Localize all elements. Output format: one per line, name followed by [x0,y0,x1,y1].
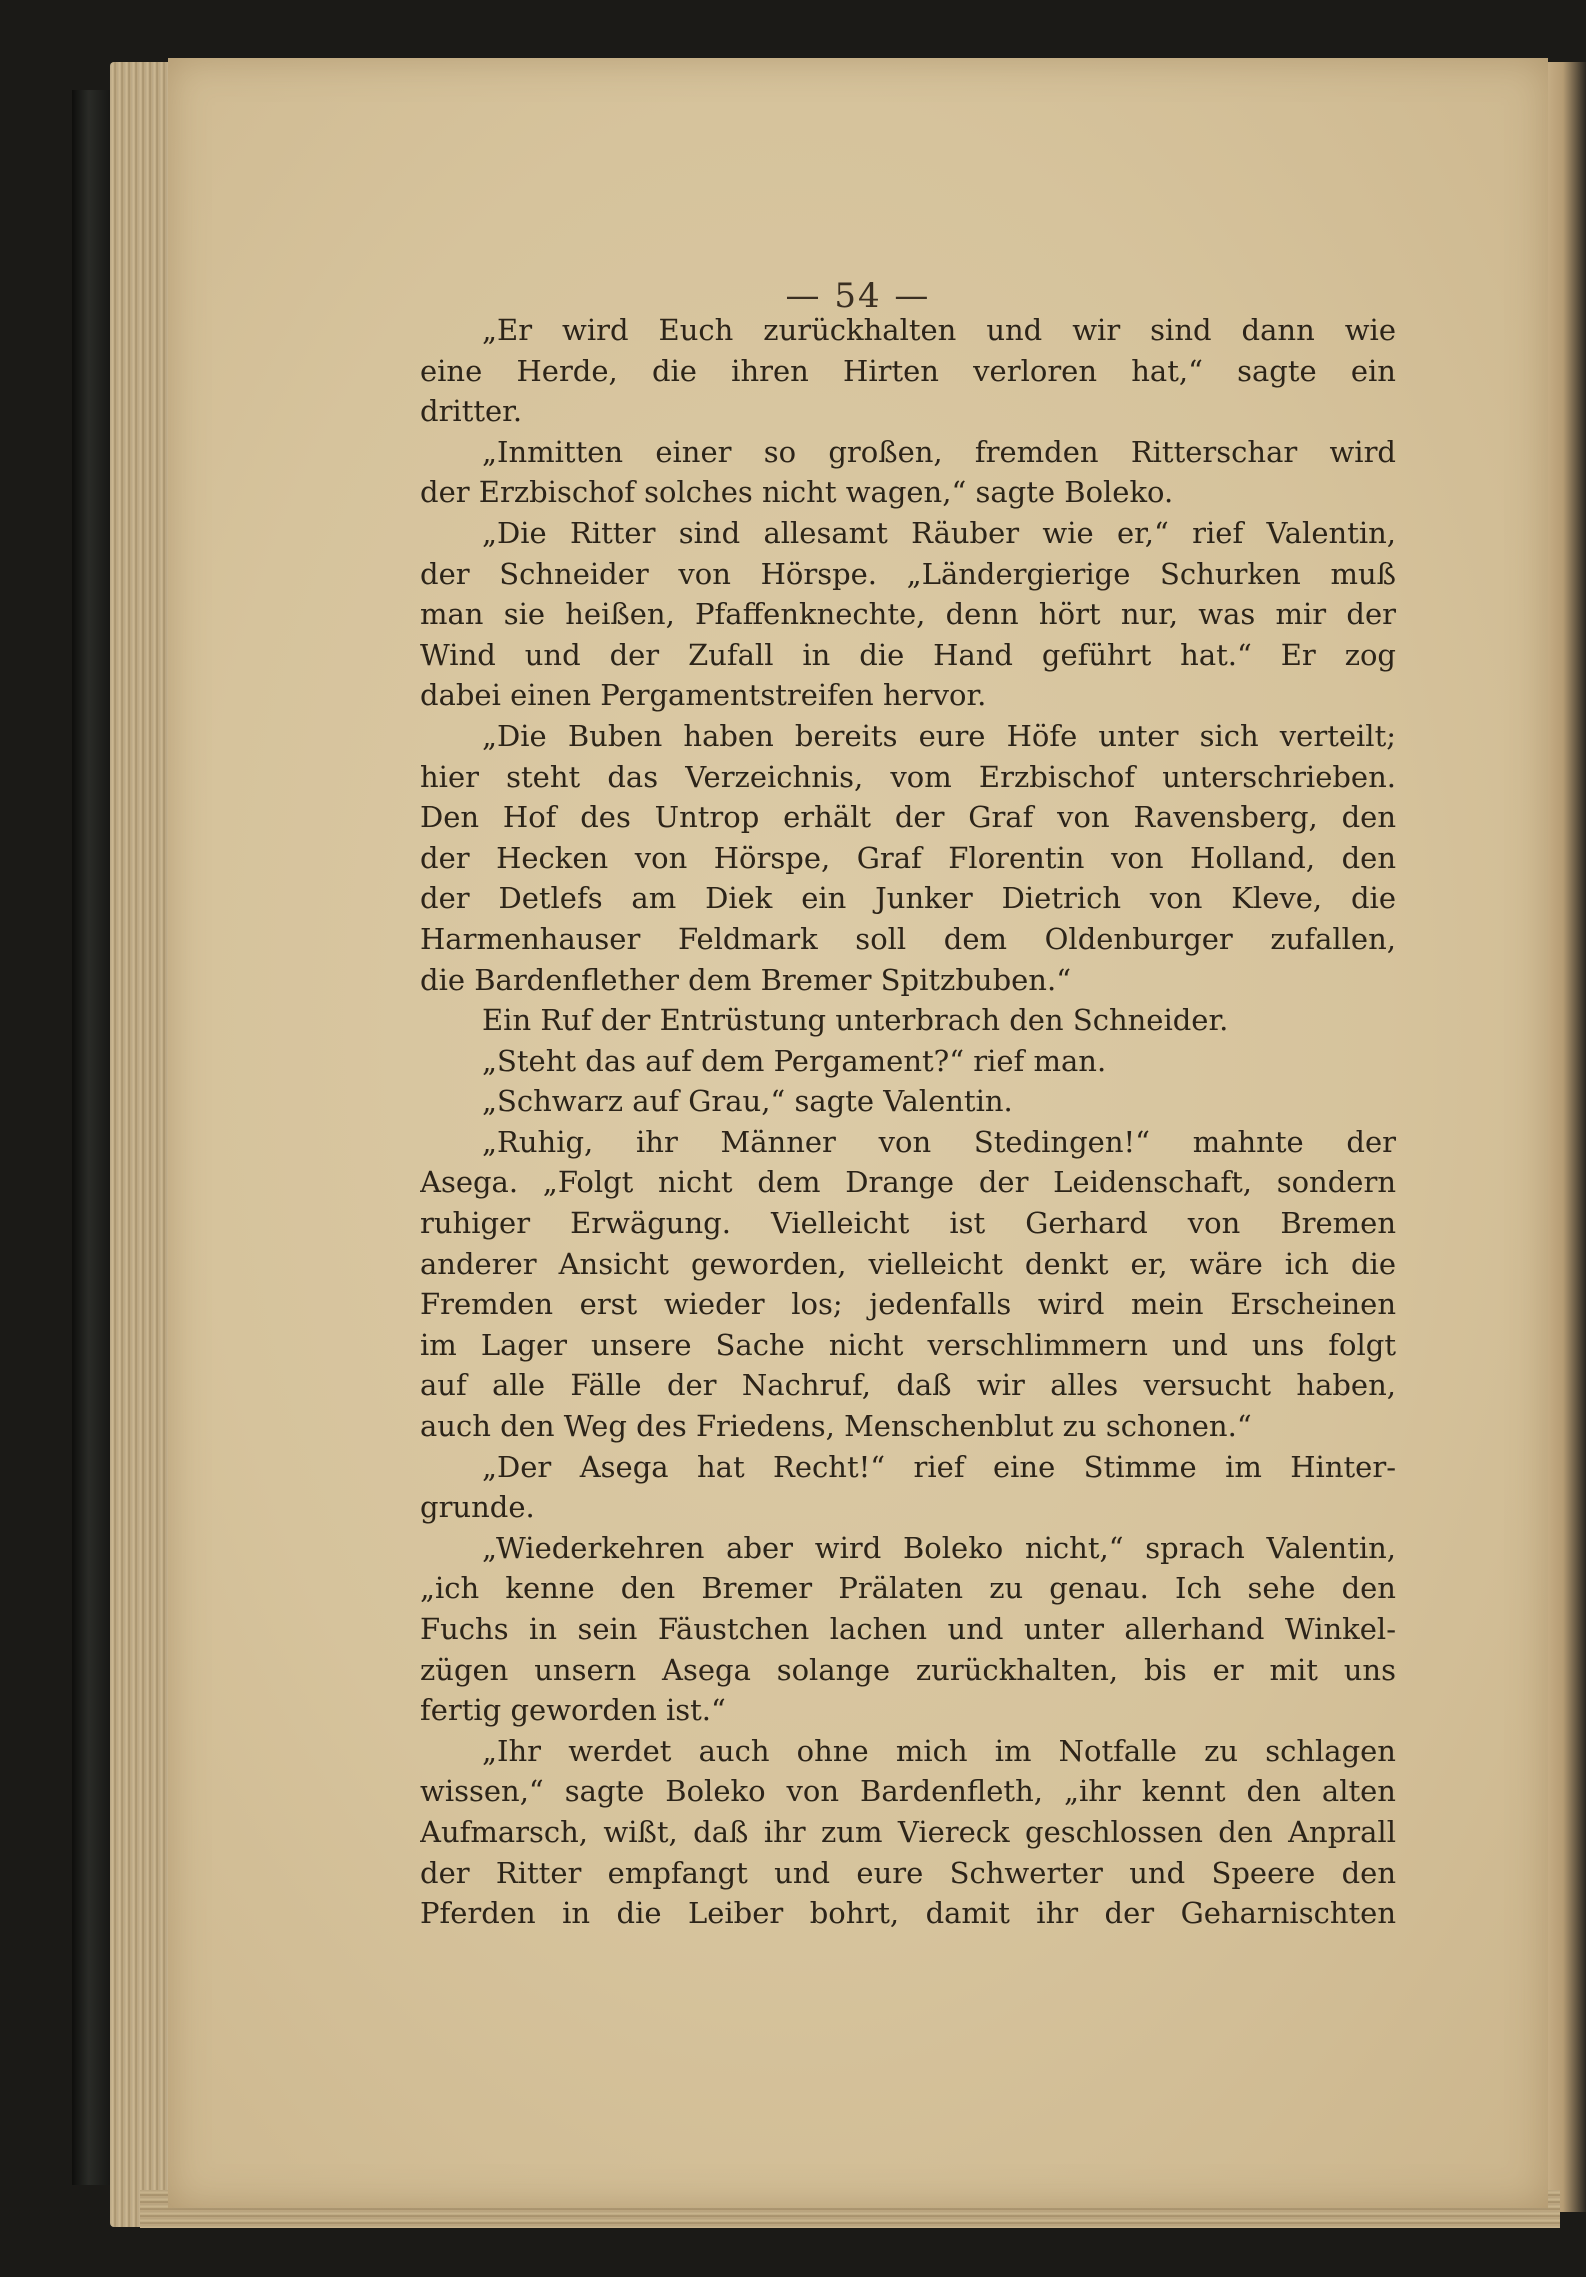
book-spine [72,90,114,2185]
text-line: „Inmitten einer so großen, fremden Ritterschar wird [482,434,1396,469]
text-line: Den Hof des Untrop erhält der Graf von Ravensberg, den [420,800,1396,835]
text-line: „Die Ritter sind allesamt Räuber wie er,“ rief Valentin, [482,515,1396,550]
text-line: Harmenhauser Feldmark soll dem Oldenburger zufallen, [420,921,1396,956]
text-line: „Steht das auf dem Pergament?“ rief man. [482,1043,1107,1078]
text-line: grunde. [420,1490,535,1525]
text-line: „Er wird Euch zurückhalten und wir sind dann wie [482,313,1396,347]
text-line: fertig geworden ist.“ [420,1693,726,1728]
text-line: „Schwarz auf Grau,“ sagte Valentin. [482,1084,1013,1119]
text-line: „Wiederkehren aber wird Boleko nicht,“ sprach Valentin, [482,1530,1396,1565]
text-line: der Schneider von Hörspe. „Ländergierige Schurken muß [420,556,1396,591]
body-text [420,310,1396,1950]
text-line: der Hecken von Hörspe, Graf Florentin von Holland, den [420,840,1396,875]
text-line: man sie heißen, Pfaffenknechte, denn hört nur, was mir der [420,597,1396,632]
text-line: Ein Ruf der Entrüstung unterbrach den Schneider. [482,1003,1229,1038]
text-line: „Ruhig, ihr Männer von Stedingen!“ mahnte der [482,1124,1396,1159]
text-line: Asega. „Folgt nicht dem Drange der Leidenschaft, sondern [420,1165,1396,1200]
text-line: eine Herde, die ihren Hirten verloren hat,“ sagte ein [420,353,1396,388]
text-line: auf alle Fälle der Nachruf, daß wir alles versucht haben, [420,1368,1396,1403]
text-line: die Bardenflether dem Bremer Spitzbuben.“ [420,962,1072,997]
text-line: der Erzbischof solches nicht wagen,“ sagte Boleko. [420,475,1174,510]
text-line: „Ihr werdet auch ohne mich im Notfalle zu schlagen [482,1733,1396,1768]
text-line: ruhiger Erwägung. Vielleicht ist Gerhard von Bremen [420,1206,1396,1241]
page-stack-left-edge [110,62,170,2227]
text-line: dabei einen Pergamentstreifen hervor. [420,678,987,713]
text-line: zügen unsern Asega solange zurückhalten, bis er mit uns [420,1652,1396,1687]
text-line: auch den Weg des Friedens, Menschenblut zu schonen.“ [420,1409,1252,1444]
text-line: „ich kenne den Bremer Prälaten zu genau. Ich sehe den [420,1571,1396,1606]
text-line: der Detlefs am Diek ein Junker Dietrich von Kleve, die [420,881,1396,916]
text-line: Aufmarsch, wißt, daß ihr zum Viereck geschlossen den Anprall [420,1814,1396,1849]
text-line: „Der Asega hat Recht!“ rief eine Stimme im Hinter- [482,1449,1396,1484]
text-line: Wind und der Zufall in die Hand geführt hat.“ Er zog [420,637,1396,672]
text-line: dritter. [420,394,523,429]
text-line: hier steht das Verzeichnis, vom Erzbischof unterschrieben. [420,759,1396,794]
page-number: — 54 — [785,276,931,316]
text-line: anderer Ansicht geworden, vielleicht denkt er, wäre ich die [420,1246,1396,1281]
text-line: im Lager unsere Sache nicht verschlimmern und uns folgt [420,1327,1396,1362]
text-line: Pferden in die Leiber bohrt, damit ihr der Geharnischten [420,1896,1396,1931]
text-line: Fuchs in sein Fäustchen lachen und unter allerhand Winkel- [420,1612,1396,1646]
text-line: wissen,“ sagte Boleko von Bardenfleth, „ihr kennt den alten [420,1774,1396,1809]
text-line: Fremden erst wieder los; jedenfalls wird mein Erscheinen [420,1287,1396,1322]
text-line: „Die Buben haben bereits eure Höfe unter sich verteilt; [482,718,1396,753]
text-line: der Ritter empfangt und eure Schwerter und Speere den [420,1855,1396,1890]
